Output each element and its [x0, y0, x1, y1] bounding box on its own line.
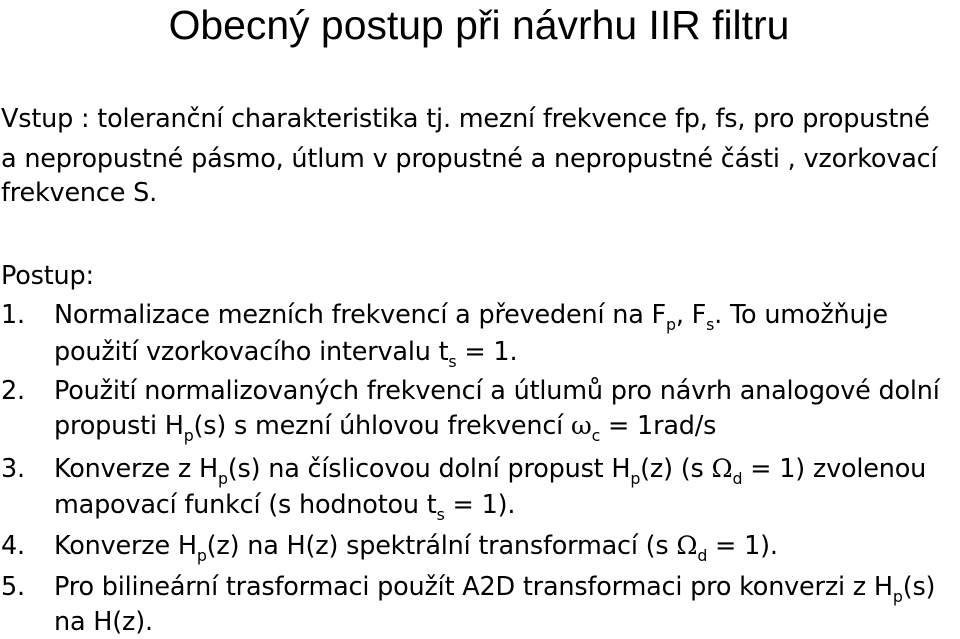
capital-omega-symbol: Ω	[676, 531, 698, 561]
step-4-number: 4.	[1, 531, 25, 561]
step-4-line-1: Konverze $H_p(z)$ na H(z) spektrální transformací (s $\Omega_d = 1$).	[54, 531, 778, 566]
step-3-number: 3.	[1, 454, 25, 484]
postup-label: Postup:	[1, 261, 94, 291]
step-2-number: 2.	[1, 376, 25, 406]
omega-symbol: ω	[570, 411, 592, 441]
step-1-line-2: použití vzorkovacího intervalu $t_s = 1$.	[54, 337, 518, 372]
step-3-line-1: Konverze z $H_p(s)$ na číslicovou dolní propust $H_p(z)$ (s $\Omega_d = 1$) zvolenou	[54, 454, 927, 489]
slide-title: Obecný postup při návrhu IIR filtru	[168, 2, 790, 48]
step-5-number: 5.	[1, 572, 25, 602]
step-1-line-1: Normalizace mezních frekvencí a převedení na $F_p$, $F_s$. To umožňuje	[54, 300, 888, 335]
step-1-number: 1.	[1, 300, 25, 330]
capital-omega-symbol: Ω	[711, 454, 733, 484]
input-line-1: Vstup : toleranční charakteristika tj. mezní frekvence fp, fs, pro propustné	[1, 104, 930, 134]
input-line-2: a nepropustné pásmo, útlum v propustné a nepropustné části , vzorkovací	[1, 144, 938, 174]
step-2-line-2: propusti $H_p(s)$ s mezní úhlovou frekvencí $\omega_c = 1rad/s$	[54, 411, 717, 446]
step-5-line-2: na H(z).	[54, 607, 153, 637]
step-5-line-1: Pro bilineární trasformaci použít A2D transformaci pro konverzi z $H_p(s)$	[54, 572, 936, 607]
input-line-3: frekvence S.	[1, 178, 158, 208]
step-3-line-2: mapovací funkcí (s hodnotou $t_s = 1$).	[54, 490, 516, 525]
step-2-line-1: Použití normalizovaných frekvencí a útlumů pro návrh analogové dolní	[54, 376, 940, 406]
